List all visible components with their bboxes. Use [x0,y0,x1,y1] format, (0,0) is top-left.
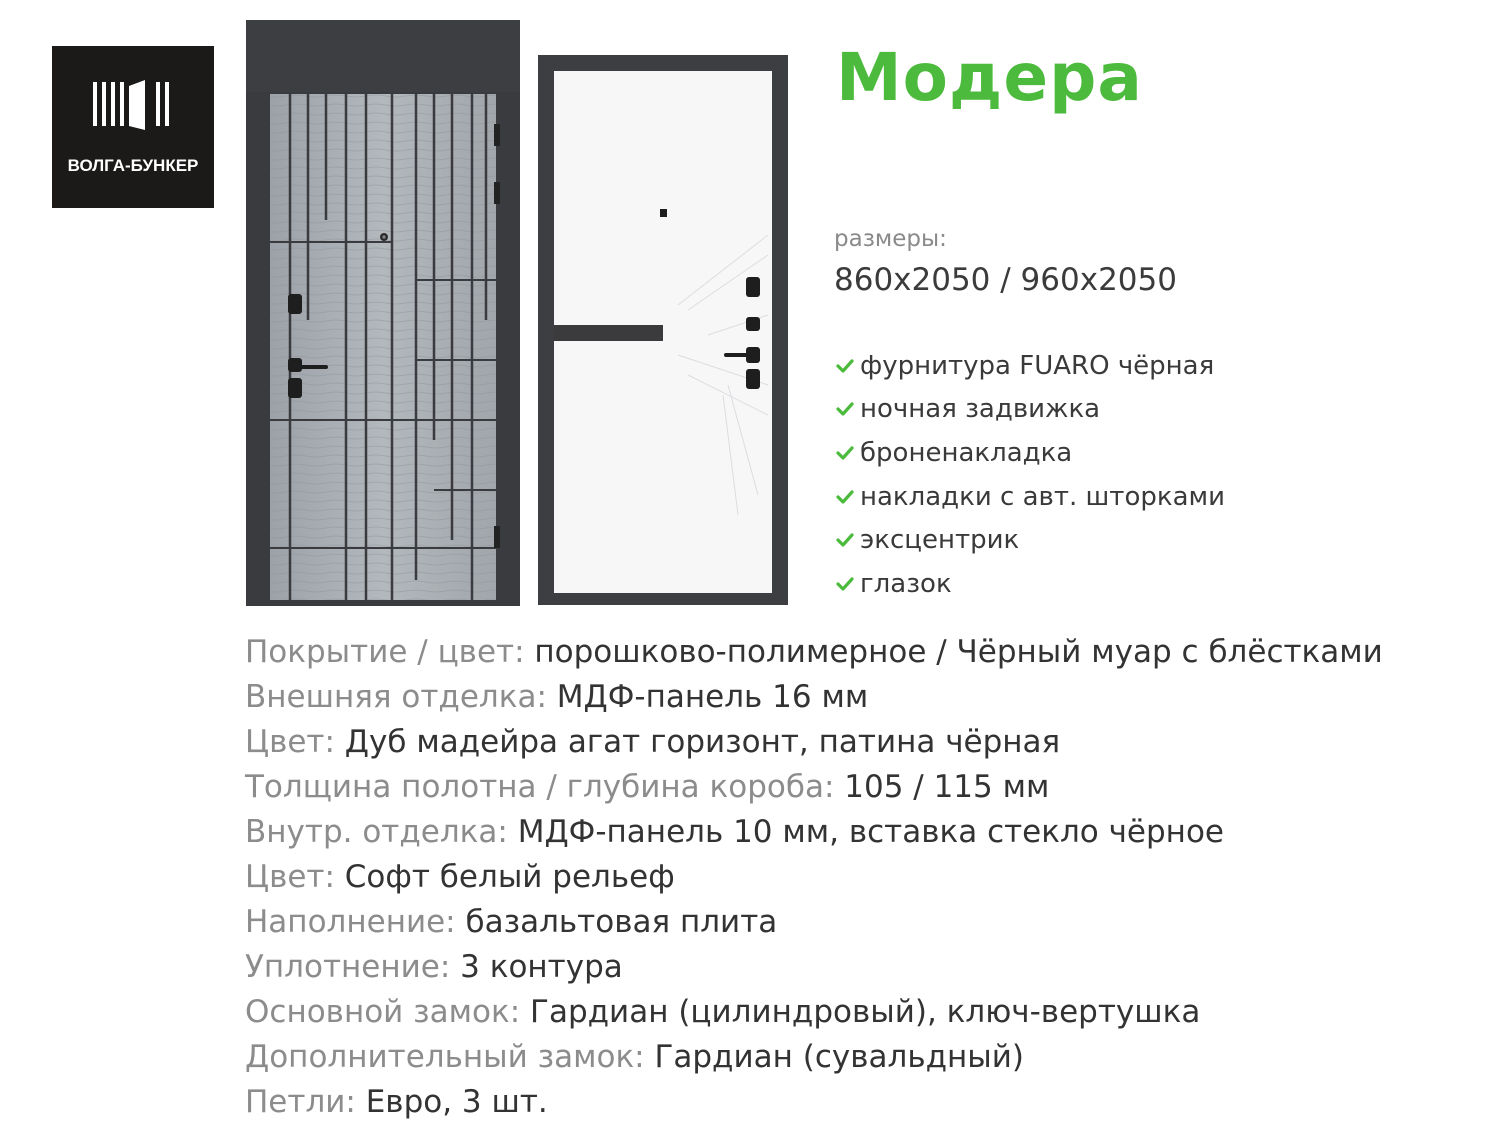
spec-row [245,1035,1383,1080]
spec-row [245,900,1383,945]
feature-text: глазок [860,568,952,599]
spec-row [245,855,1383,900]
feature-list [834,344,1225,606]
spec-value: порошково-полимерное / Чёрный муар с блёстками [534,634,1383,670]
spec-row [245,720,1383,765]
spec-row [245,945,1383,990]
spec-row [245,675,1383,720]
spec-value: 3 контура [460,949,623,985]
spec-label: Покрытие / цвет: [245,634,525,670]
spec-label: Цвет: [245,724,335,760]
brand-name: ВОЛГА-БУНКЕР [67,156,199,175]
spec-value: МДФ-панель 10 мм, вставка стекло чёрное [517,814,1224,850]
check-icon [834,398,856,420]
spec-value: Гардиан (цилиндровый), ключ-вертушка [530,994,1201,1030]
check-icon [834,529,856,551]
spec-label: Дополнительный замок: [245,1039,645,1075]
feature-item [834,344,1225,388]
spec-label: Внутр. отделка: [245,814,508,850]
sizes-value: 860x2050 / 960x2050 [834,262,1177,298]
sizes-label: размеры: [834,226,947,252]
feature-text: фурнитура FUARO чёрная [860,350,1215,381]
spec-value: 105 / 115 мм [844,769,1050,805]
spec-label: Толщина полотна / глубина короба: [245,769,835,805]
spec-value: МДФ-панель 16 мм [556,679,869,715]
spec-value: базальтовая плита [465,904,778,940]
feature-text: броненакладка [860,437,1073,468]
door-bars-logo-icon [52,46,214,208]
feature-item [834,475,1225,519]
feature-text: накладки с авт. шторками [860,481,1226,512]
spec-value: Гардиан (сувальдный) [654,1039,1025,1075]
feature-item [834,431,1225,475]
check-icon [834,355,856,377]
door-exterior-image [246,20,520,610]
spec-value: Евро, 3 шт. [365,1084,548,1120]
spec-row [245,990,1383,1035]
feature-text: ночная задвижка [860,394,1101,425]
spec-label: Цвет: [245,859,335,895]
spec-row [245,1080,1383,1125]
spec-value: Софт белый рельеф [344,859,675,895]
spec-label: Внешняя отделка: [245,679,547,715]
check-icon [834,442,856,464]
spec-row [245,765,1383,810]
brand-logo [52,46,214,208]
spec-row [245,810,1383,855]
feature-item [834,562,1225,606]
spec-row [245,630,1383,675]
spec-list [245,630,1383,1125]
spec-label: Основной замок: [245,994,521,1030]
spec-label: Наполнение: [245,904,456,940]
door-interior-image [538,55,788,609]
check-icon [834,573,856,595]
feature-item [834,518,1225,562]
spec-value: Дуб мадейра агат горизонт, патина чёрная [344,724,1061,760]
spec-label: Петли: [245,1084,356,1120]
spec-label: Уплотнение: [245,949,451,985]
feature-item [834,388,1225,432]
feature-text: эксцентрик [860,525,1020,556]
product-title: Модера [836,39,1143,116]
check-icon [834,486,856,508]
